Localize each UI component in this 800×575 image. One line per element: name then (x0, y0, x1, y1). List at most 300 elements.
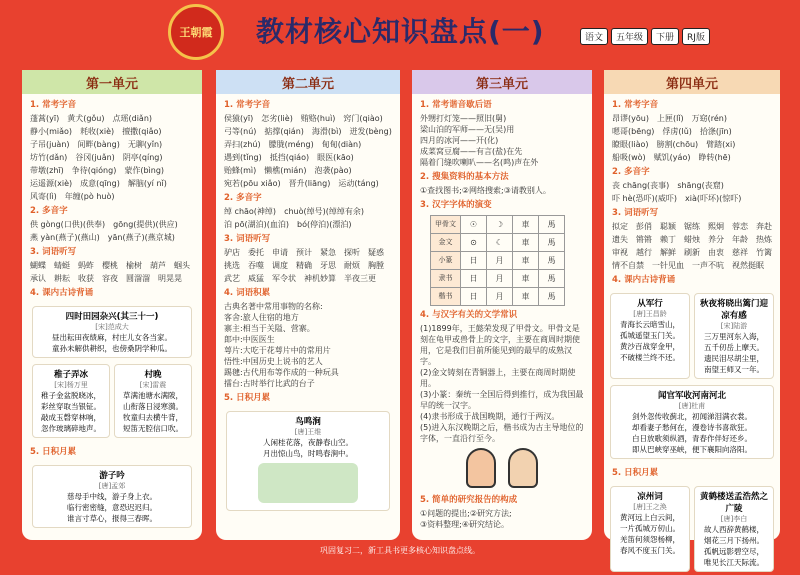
word-item: 蜡烛 (684, 235, 700, 244)
poem-line: 即从巴峡穿巫峡，便下襄阳向洛阳。 (632, 445, 752, 454)
script-glyph: 車 (513, 270, 539, 288)
poem-card (32, 465, 192, 528)
word-list (420, 508, 584, 530)
table-row (431, 252, 565, 270)
word-item: 赋饥(yáo) (653, 153, 691, 162)
poem-author: [宋]范成大 (95, 323, 129, 331)
word-item: 运动(táng) (338, 179, 379, 188)
word-item: 驴店 (224, 248, 240, 257)
poem-author: [宋]陆游 (720, 322, 748, 330)
unit-1-header: 第一单元 (22, 70, 202, 94)
table-row (431, 234, 565, 252)
word-item: 拟定 (612, 222, 628, 231)
word-item: 热炼 (756, 235, 772, 244)
section-title: 2. 多音字 (224, 193, 262, 203)
word-item: 由衷 (708, 248, 724, 257)
word-item: 瞭眼(liào) (612, 140, 649, 149)
word-item: 海滑(bì) (311, 127, 342, 136)
section-title: 5. 简单的研究报告的构成 (420, 495, 518, 505)
unit-2-panel (216, 70, 400, 540)
word-list (30, 260, 194, 284)
section-title: 5. 日积月累 (224, 393, 271, 403)
word-item: 擂台:古时举行比武的台子 (224, 379, 315, 388)
script-glyph: ☾ (487, 234, 513, 252)
word-item: 申请 (272, 248, 288, 257)
word-item: 越行 (636, 248, 652, 257)
poem-pair (32, 361, 192, 441)
word-item: 宛若(pōu xiǎo) (224, 179, 281, 188)
poem-title: 黄鹤楼送孟浩然之广陵 (699, 492, 768, 514)
word-item: 半夜三更 (344, 274, 376, 283)
word-item: ①查找图书;②网络搜索;③请教别人。 (420, 186, 551, 195)
word-item: 锯练 (684, 222, 700, 231)
word-item: shāng(丧窟) (677, 181, 724, 190)
unit-1-section-daily (22, 441, 202, 462)
word-item: 嗯哥(bēng) (612, 127, 655, 136)
badge-edition: RJ版 (682, 28, 710, 45)
poem-title: 秋夜将晓出篱门迎凉有感 (699, 299, 768, 321)
poem-author: [唐]王之涣 (633, 503, 667, 511)
poem-title: 鸟鸣涧 (295, 417, 321, 427)
word-item: 擅撒(qiǎo) (122, 127, 162, 136)
poem-line: 山衔落日浸寒漪。 (123, 402, 183, 411)
word-item: 争待(qióng) (71, 166, 117, 175)
poem-line: 昼出耘田夜绩麻，村庄儿女各当家。 (52, 333, 172, 342)
badge-term: 下册 (651, 28, 679, 45)
word-item: 甸甸(diàn) (321, 140, 362, 149)
poem-line: 短笛无腔信口吹。 (123, 424, 183, 433)
word-item: 锵锵 (636, 235, 652, 244)
unit-1-panel (22, 70, 202, 540)
word-item: 解脑(yí nǐ) (127, 179, 167, 188)
word-item: 遇到(tǐng) (224, 153, 262, 162)
word-item: 怎劣(liè) (261, 114, 293, 123)
word-item: 懒樵(mián) (264, 166, 307, 175)
poem-line: 人闲桂花落，夜静春山空。 (263, 438, 353, 447)
word-item: 古典名著中常用事物的名称: (224, 302, 323, 311)
word-item: 紧急 (320, 248, 336, 257)
word-item: ①问题的提出;②研究方法; (420, 509, 512, 518)
poem-title: 稚子弄冰 (53, 370, 88, 380)
word-item: 牙思 (320, 261, 336, 270)
poem-line: 临行密密缝，意恐迟迟归。 (67, 503, 157, 512)
poem-title: 游子吟 (99, 471, 125, 481)
poem-line: 一片孤城万仞山。 (620, 524, 680, 533)
word-item: 视然挺眠 (732, 261, 764, 270)
poem-line: 却看妻子愁何在，漫卷诗书喜欲狂。 (632, 423, 752, 432)
poem-line: 谁言寸草心，报得三春晖。 (67, 514, 157, 523)
word-item: 臂踏(xi) (706, 140, 736, 149)
word-list (224, 206, 392, 230)
word-item: 贻蜂(mì) (224, 166, 257, 175)
word-item: 寨主:相当于关隘、营寨。 (224, 324, 315, 333)
word-item: 军令状 (272, 274, 296, 283)
poem-line: 白日放歌须纵酒，青春作伴好还乡。 (632, 434, 752, 443)
word-item: 泊 pō(湖泊)(血泊) (224, 220, 289, 229)
poem-card (226, 411, 390, 511)
poem-line: 五千仞岳上摩天。 (704, 343, 764, 352)
poem-line: 三万里河东入海， (704, 332, 764, 341)
section-title: 1. 常考字音 (224, 100, 271, 110)
word-item: 阴亭(qíng) (122, 153, 163, 162)
word-item: 养分 (708, 235, 724, 244)
word-item: 昂谬(yōu) (612, 114, 649, 123)
word-item: 耗收(xiè) (80, 127, 115, 136)
word-item: 年龄 (732, 235, 748, 244)
poem-author: [唐]王昌龄 (633, 310, 667, 318)
word-item: 榆树 (126, 261, 142, 270)
word-item: 梁山泊的军师——无(吴)用 (420, 125, 515, 134)
landscape-illustration (258, 463, 358, 503)
poem-line: 故人西辞黄鹤楼， (704, 525, 764, 534)
poem-line: 春风不度玉门关。 (620, 546, 680, 555)
word-item: 外甥打灯笼——照旧(舅) (420, 114, 507, 123)
word-item: 踢毽:古代用布等作成的一种玩具 (224, 368, 339, 377)
word-item: 武艺 (224, 274, 240, 283)
header (0, 0, 800, 64)
section-title: 4. 与汉字有关的文学常识 (420, 310, 518, 320)
child-figure (508, 448, 538, 488)
script-glyph: 馬 (539, 288, 565, 306)
word-item: 子吊(juàn) (30, 140, 70, 149)
script-glyph: ☉ (461, 216, 487, 234)
unit-3-panel (412, 70, 592, 540)
word-item: 耐烦 (344, 261, 360, 270)
word-item: 收获 (78, 274, 94, 283)
poem-line: 孤城遥望玉门关。 (620, 331, 680, 340)
script-glyph: 馬 (539, 216, 565, 234)
poem-author: [唐]孟郊 (98, 482, 126, 490)
poem-line: 慈母手中线，游子身上衣。 (67, 492, 157, 501)
poem-card (32, 306, 192, 358)
section-title: 1. 常考字音 (612, 100, 659, 110)
word-item: 圆溜溜 (126, 274, 150, 283)
word-item: 一声不吭 (692, 261, 724, 270)
section-title: 3. 汉字字体的演变 (420, 200, 492, 210)
word-item: 蝴蝶 (30, 261, 46, 270)
word-item: 迸发(bèng) (349, 127, 392, 136)
table-row (431, 216, 565, 234)
script-label: 金文 (431, 234, 461, 252)
word-item: 一针见血 (652, 261, 684, 270)
word-item: 解鲜 (660, 248, 676, 257)
section-title: 3. 词语听写 (612, 208, 659, 218)
poem-line: 黄河远上白云间， (620, 513, 680, 522)
unit-4-header: 第四单元 (604, 70, 780, 94)
word-list (224, 301, 392, 389)
word-item: 蝈头 (174, 261, 190, 270)
poem-line: 剑外忽传收蓟北，初闻涕泪满衣裳。 (632, 412, 752, 421)
word-item: 贿赂(huì) (300, 114, 336, 123)
page-title: 教材核心知识盘点(一) (256, 15, 545, 48)
word-item: ③资料整理;④研究结论。 (420, 520, 510, 529)
poem-line: 羌笛何须怨杨柳， (620, 535, 680, 544)
grade-badges (580, 28, 710, 45)
word-item: 绰 chāo(神绰) (224, 207, 277, 216)
word-item: 悟性:中国历史上说书的艺人 (224, 357, 323, 366)
poem-pair (610, 290, 774, 382)
word-item: 樱桃 (102, 261, 118, 270)
table-row (431, 288, 565, 306)
word-item: 静小(miǎo) (30, 127, 73, 136)
poem-card (610, 293, 690, 379)
section-title: 3. 词语听写 (224, 234, 271, 244)
word-item: 蒙作(bìng) (124, 166, 165, 175)
word-item: 谷冈(juǎn) (75, 153, 115, 162)
poem-title: 四时田园杂兴(其三十一) (65, 312, 159, 322)
word-item: 间畔(bàng) (77, 140, 120, 149)
word-item: 容夜 (102, 274, 118, 283)
script-glyph: 日 (461, 288, 487, 306)
word-item: 万窈(rén) (691, 114, 727, 123)
script-glyph: 車 (513, 216, 539, 234)
poem-author: [唐]杜甫 (678, 402, 706, 410)
word-item: 承认 (30, 274, 46, 283)
word-item: 蚂蚱 (78, 261, 94, 270)
word-item: 威猛 (248, 274, 264, 283)
word-item: 弓等(nú) (224, 127, 257, 136)
word-item: 客舍:旅人住宿的地方 (224, 313, 299, 322)
section-title: 5. 日积月累 (30, 447, 77, 457)
script-evolution-table (430, 215, 565, 306)
word-item: 熙炯 (708, 222, 724, 231)
word-item: (2)金文铸刻在青铜器上，主要在商周时期使用。 (420, 368, 576, 388)
word-item: 窍门(qiào) (343, 114, 383, 123)
script-glyph: 日 (461, 252, 487, 270)
word-item: 蜻蜓 (54, 261, 70, 270)
word-item: 赖丁 (660, 235, 676, 244)
word-item: 上匣(lǐ) (656, 114, 684, 123)
poem-line: 青海长云暗雪山， (620, 320, 680, 329)
word-item: 调度 (272, 261, 288, 270)
word-item: 风寄(lì) (30, 192, 57, 201)
word-item: 坊竹(dǎn) (30, 153, 68, 162)
script-label: 甲骨文 (431, 216, 461, 234)
poem-pair (610, 483, 774, 575)
word-item: 蓉恋 (732, 222, 748, 231)
poem-line: 月出惊山鸟，时鸣春涧中。 (263, 449, 353, 458)
word-item: (4)隶书形成于战国晚期，通行于两汉。 (420, 412, 560, 421)
script-glyph: 馬 (539, 270, 565, 288)
word-item: 遗失 (612, 235, 628, 244)
badge-subject: 语文 (580, 28, 608, 45)
word-item: 抵挡(qiáo) (269, 153, 310, 162)
script-label: 小篆 (431, 252, 461, 270)
word-list (612, 180, 772, 204)
unit-3-content (412, 94, 592, 532)
unit-2-content (216, 94, 400, 408)
word-item: 郎中:中医医生 (224, 335, 275, 344)
unit-2-header: 第二单元 (216, 70, 400, 94)
word-item: 聪颖 (660, 222, 676, 231)
word-item: 睁转(hē) (698, 153, 731, 162)
script-glyph: 月 (487, 288, 513, 306)
word-item: 运遥源(xiè) (30, 179, 73, 188)
word-item: 供 gòng(口供)(供奉) (30, 220, 106, 229)
word-item: 四月的冰河——开(化) (420, 136, 499, 145)
kids-illustration (420, 448, 584, 491)
word-item: 慈祥 (732, 248, 748, 257)
word-item: 黄犬(gǒu) (67, 114, 105, 123)
word-item: 竹篱 (756, 248, 772, 257)
script-glyph: 月 (487, 252, 513, 270)
word-item: 成菜窝豆腐——有言(盐)在先 (420, 147, 523, 156)
poem-line: 南望王师又一年。 (704, 365, 764, 374)
word-item: 船吸(wò) (612, 153, 646, 162)
brand-logo (168, 4, 224, 60)
child-figure (466, 448, 496, 488)
word-item: 蓬蒿(yī) (30, 114, 60, 123)
word-item: yān(燕子)(燕京城) (107, 233, 175, 242)
script-glyph: 車 (513, 252, 539, 270)
word-list (224, 247, 392, 284)
poem-line: 黄沙百战穿金甲， (620, 342, 680, 351)
word-item: 俘虏(lǔ) (662, 127, 692, 136)
section-title: 2. 多音字 (30, 206, 68, 216)
unit-1-section-pronunciation (22, 94, 202, 303)
poem-title: 闻官军收河南河北 (657, 391, 726, 401)
poem-title: 村晚 (144, 370, 162, 380)
word-item: 吓 hè(恐吓)(威吓) (612, 194, 678, 203)
badge-grade: 五年级 (611, 28, 648, 45)
word-item: 掂撑(qián) (264, 127, 304, 136)
script-label: 隶书 (431, 270, 461, 288)
poem-line: 彩丝穿取当银钲。 (41, 402, 101, 411)
section-title: 4. 课内古诗背诵 (612, 275, 676, 285)
word-item: 神机妙算 (304, 274, 336, 283)
word-item: 吞噬 (248, 261, 264, 270)
section-title: 1. 常考字音 (30, 100, 77, 110)
poem-card (114, 364, 192, 438)
word-item: 明晃晃 (158, 274, 182, 283)
word-item: 燕 yàn(燕子)(燕山) (30, 233, 100, 242)
section-title: 2. 多音字 (612, 167, 650, 177)
script-glyph: 車 (513, 234, 539, 252)
word-list (224, 113, 392, 189)
poem-line: 牧童归去横牛背， (123, 413, 183, 422)
poem-line: 烟花三月下扬州。 (704, 536, 764, 545)
poem-line: 孤帆远影碧空尽， (704, 547, 764, 556)
poem-card (610, 385, 774, 459)
word-item: 晋升(liāng) (288, 179, 331, 188)
script-glyph: 馬 (539, 252, 565, 270)
script-glyph: 車 (513, 288, 539, 306)
poem-line: 草满池塘水满陂， (123, 391, 183, 400)
poem-line: 童孙未解供耕织，也傍桑阴学种瓜。 (52, 344, 172, 353)
poem-author: [唐]王维 (294, 428, 322, 436)
word-item: 预计 (296, 248, 312, 257)
word-item: chuò(绰号)(绰绰有余) (284, 207, 364, 216)
section-title: 4. 词语积累 (224, 288, 271, 298)
section-title: 3. 词语听写 (30, 247, 77, 257)
footer-note: 巩固复习二，新工具书更多核心知识盘点线。 (320, 546, 480, 555)
section-title: 1. 常考谐音歇后语 (420, 100, 492, 110)
word-item: 点瑶(diǎn) (112, 114, 153, 123)
word-item: 葫芦 (150, 261, 166, 270)
poem-author: [宋]雷震 (139, 381, 167, 389)
poem-line: 稚子金盆脱晓冰， (41, 391, 101, 400)
word-item: 弄扫(zhú) (224, 140, 261, 149)
script-glyph: 馬 (539, 234, 565, 252)
word-item: xià(吓坏)(惊吓) (685, 194, 742, 203)
word-item: 委托 (248, 248, 264, 257)
word-item: 精确 (296, 261, 312, 270)
unit-3-header: 第三单元 (412, 70, 592, 94)
unit-4-daily (604, 462, 780, 483)
poem-line: 忽作玻璃碎地声。 (41, 424, 101, 433)
word-item: 丧 chāng(丧事) (612, 181, 670, 190)
word-item: (1)1899年，王懿荣发现了甲骨文。甲骨文是刻在龟甲或兽骨上的文字，主要在商周时期使用，它是我们目前所能见到的最早的成熟汉字。 (420, 324, 580, 366)
word-item: 刷新 (684, 248, 700, 257)
word-item: 拾涤(jīn) (699, 127, 732, 136)
word-item: 无聊(yǐn) (127, 140, 163, 149)
section-title: 2. 搜集资料的基本方法 (420, 172, 509, 182)
poem-line: 敲成玉磬穿林响， (41, 413, 101, 422)
brand-logo-text: 王朝霞 (179, 26, 213, 39)
word-item: 情不自禁 (612, 261, 644, 270)
word-list (420, 113, 584, 168)
script-glyph: ⊙ (461, 234, 487, 252)
poem-title: 凉州词 (637, 492, 663, 502)
poem-author: [宋]杨万里 (54, 381, 88, 389)
word-list (30, 219, 194, 243)
poem-line: 遗民泪尽胡尘里， (704, 354, 764, 363)
word-item: (3)小篆：秦统一全国后得到推行，成为我国最早的统一汉字。 (420, 390, 584, 410)
word-item: 疑惑 (368, 248, 384, 257)
word-item: 挑选 (224, 261, 240, 270)
poem-card (32, 364, 110, 438)
word-list (420, 185, 584, 196)
word-item: 审视 (612, 248, 628, 257)
word-item: 探听 (344, 248, 360, 257)
word-item: 年缠(pò huò) (64, 192, 115, 201)
word-list (30, 113, 194, 202)
word-item: 膀割(chōu) (656, 140, 699, 149)
script-label: 楷书 (431, 288, 461, 306)
word-item: bó(停泊)(漂泊) (297, 220, 352, 229)
poem-card (694, 293, 774, 379)
poem-title: 从军行 (637, 299, 663, 309)
word-list (612, 221, 772, 271)
unit-4-panel (604, 70, 780, 567)
word-item: 朦胧(méng) (268, 140, 314, 149)
section-title: 5. 日积月累 (612, 468, 659, 478)
word-item: 带墩(zhī) (30, 166, 64, 175)
word-item: (5)进入东汉晚期之后，楷书成为古主导地位的字体，一直沿行至今。 (420, 423, 584, 443)
word-item: 胸膛 (368, 261, 384, 270)
word-item: 侯猿(yī) (224, 114, 254, 123)
word-list (612, 113, 772, 163)
poem-author: [唐]李白 (720, 515, 748, 523)
script-glyph: 月 (487, 270, 513, 288)
word-item: gōng(提供)(供应) (113, 220, 178, 229)
word-item: 奔赴 (756, 222, 772, 231)
word-item: 耕耘 (54, 274, 70, 283)
word-item: 彭俏 (636, 222, 652, 231)
word-item: 泡袭(pào) (314, 166, 352, 175)
unit-4-content (604, 94, 780, 290)
script-glyph: ☽ (487, 216, 513, 234)
word-item: 成意(qīng) (80, 179, 120, 188)
poem-line: 不破楼兰终不还。 (620, 353, 680, 362)
word-item: 眼医(kāo) (317, 153, 354, 162)
table-row (431, 270, 565, 288)
word-item: 萼片:大吃于花萼片中的常用片 (224, 346, 331, 355)
script-glyph: 日 (461, 270, 487, 288)
poem-line: 唯见长江天际流。 (704, 558, 764, 567)
word-item: 隔着门缝吹喇叭——名(鸣)声在外 (420, 158, 539, 167)
section-title: 4. 课内古诗背诵 (30, 288, 94, 298)
